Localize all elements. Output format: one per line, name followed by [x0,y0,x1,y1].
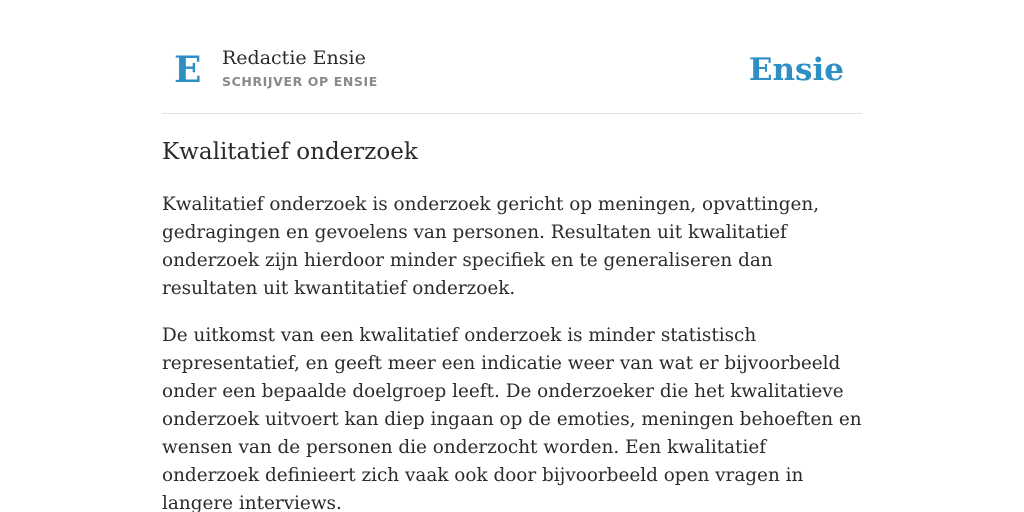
ensie-logo[interactable]: Ensie [748,52,844,88]
article-paragraph: De uitkomst van een kwalitatief onderzoek is minder statistisch representatief, en geeft meer een indicatie weer van wat er bijvoorbeeld onder een bepaalde doelgroep leeft. De onderzoeker die het kwalitatieve onderzoek uitvoert kan diep ingaan op de emoties, meningen behoeften en wensen van de personen die onderzocht worden. Een kwalitatief onderzoek definieert zich vaak ook door bijvoorbeeld open vragen in langere interviews. [162,325,862,512]
author-header [162,0,862,114]
author-name[interactable]: Redactie Ensie [222,47,366,69]
article-title: Kwalitatief onderzoek [162,139,418,165]
author-avatar[interactable]: E [174,49,202,91]
article-paragraph: Kwalitatief onderzoek is onderzoek gericht op meningen, opvattingen, gedragingen en gevoelens van personen. Resultaten uit kwalitatief onderzoek zijn hierdoor minder specifiek en te generaliseren dan resultaten uit kwantitatief onderzoek. [162,194,820,299]
article [162,134,862,512]
author-role: SCHRIJVER OP ENSIE [222,74,378,89]
